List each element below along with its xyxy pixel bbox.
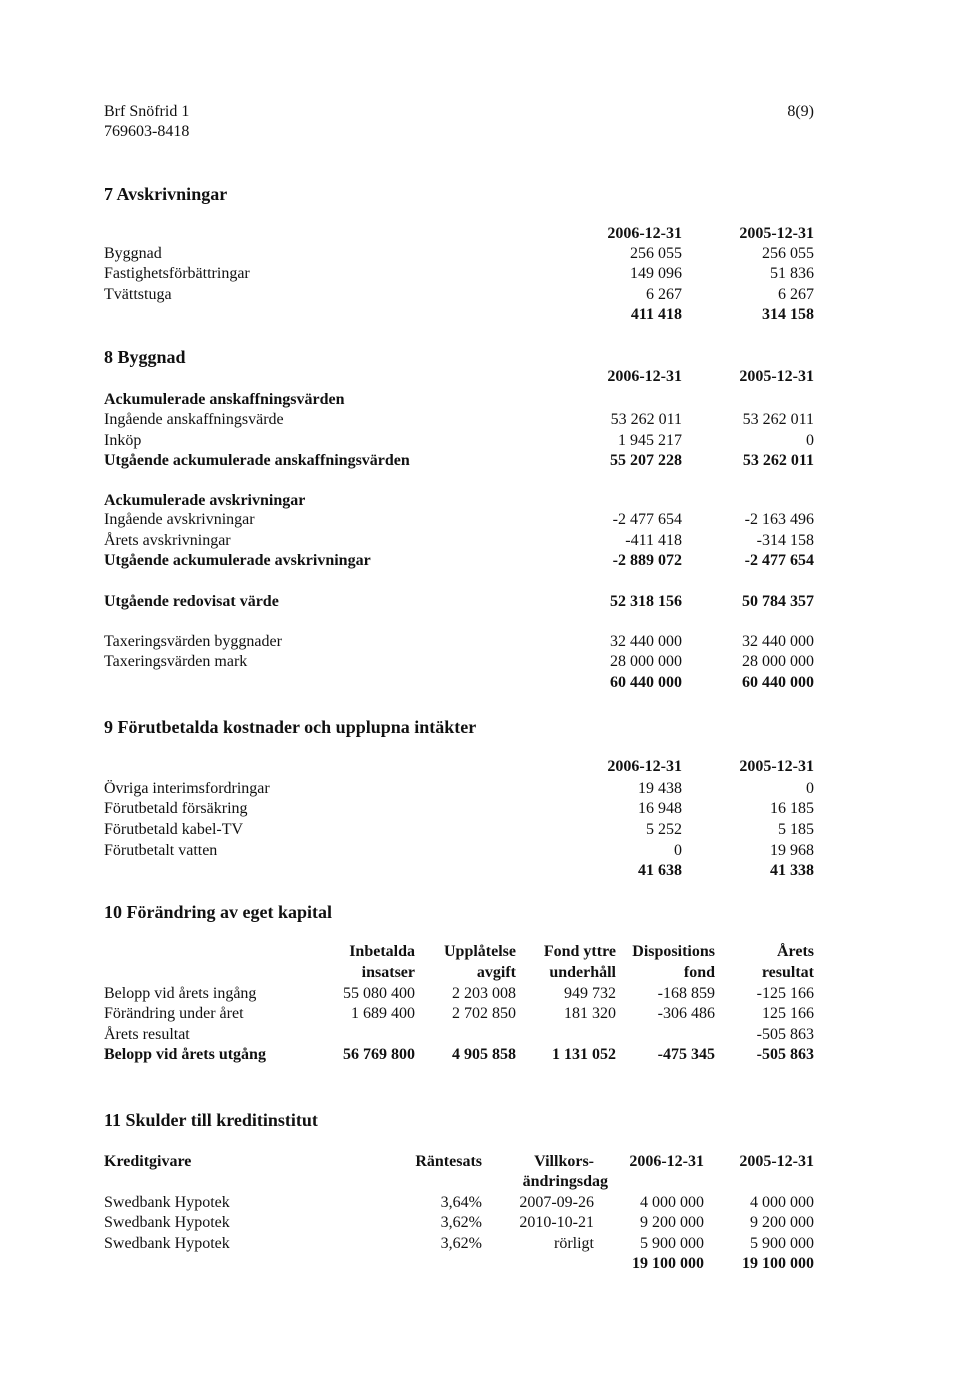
value-2005: 53 262 011 (742, 411, 814, 428)
note10-title: 10 Förändring av eget kapital (104, 902, 332, 922)
col-header-arets: Årets (776, 943, 814, 960)
row-label: Inköp (104, 432, 142, 449)
table-row (0, 264, 960, 284)
value-2006: 5 900 000 (640, 1235, 704, 1252)
cell-value: -505 863 (756, 1046, 814, 1063)
table-row (0, 820, 960, 840)
cell-value: 125 166 (762, 1005, 814, 1022)
value-2006: 53 262 011 (610, 411, 682, 428)
note10-header-row-2 (0, 963, 960, 983)
lender-name: Swedbank Hypotek (104, 1194, 230, 1211)
note11-header-row-2 (0, 1172, 960, 1192)
interest-rate: 3,62% (440, 1214, 482, 1231)
row-label: Utgående ackumulerade anskaffningsvärden (104, 452, 410, 469)
cell-value: 2 702 850 (452, 1005, 516, 1022)
row-label: Förutbetald kabel-TV (104, 821, 244, 838)
page-number: 8(9) (787, 103, 814, 120)
value-2005: 9 200 000 (750, 1214, 814, 1231)
cell-value: 2 203 008 (452, 985, 516, 1002)
total-2006: 19 100 000 (632, 1255, 704, 1272)
value-2006: 256 055 (630, 245, 682, 262)
table-row (0, 244, 960, 264)
row-label: Förändring under året (104, 1005, 244, 1022)
cell-value: 56 769 800 (343, 1046, 415, 1063)
table-row (0, 779, 960, 799)
col-header-2005: 2005-12-31 (739, 225, 814, 242)
total-2005: 53 262 011 (742, 452, 814, 469)
total-2005: 60 440 000 (742, 674, 814, 691)
col-header-2005: 2005-12-31 (739, 758, 814, 775)
col-header-insatser: insatser (361, 964, 415, 981)
total-2006: 60 440 000 (610, 674, 682, 691)
value-2005: 6 267 (778, 286, 814, 303)
value-2005: 16 185 (770, 800, 814, 817)
cell-value: -505 863 (756, 1026, 814, 1043)
org-number: 769603-8418 (104, 123, 190, 140)
value-2006: -411 418 (625, 532, 682, 549)
total-2005: 41 338 (770, 862, 814, 879)
row-label: Tvättstuga (104, 286, 172, 303)
value-2005: 32 440 000 (742, 633, 814, 650)
cell-value: 949 732 (564, 985, 616, 1002)
cell-value: 55 080 400 (343, 985, 415, 1002)
value-2005: 50 784 357 (742, 593, 814, 610)
book-value-row (0, 592, 960, 612)
note11-header-row-1 (0, 1152, 960, 1172)
acq-heading: Ackumulerade anskaffningsvärden (104, 391, 345, 408)
table-row (0, 431, 960, 451)
value-2006: 149 096 (630, 265, 682, 282)
value-2006: 6 267 (646, 286, 682, 303)
value-2006: 1 945 217 (618, 432, 682, 449)
value-2006: 52 318 156 (610, 593, 682, 610)
table-row (0, 1234, 960, 1254)
col-header-change-day: ändringsdag (522, 1173, 608, 1190)
change-date: 2007-09-26 (519, 1194, 594, 1211)
col-header-2006: 2006-12-31 (607, 225, 682, 242)
table-row (0, 1193, 960, 1213)
table-row (0, 799, 960, 819)
value-2006: 5 252 (646, 821, 682, 838)
table-row (0, 1213, 960, 1233)
table-row (0, 984, 960, 1004)
value-2006: 9 200 000 (640, 1214, 704, 1231)
value-2005: 28 000 000 (742, 653, 814, 670)
col-header-fond-yttre: Fond yttre (543, 943, 616, 960)
table-row (0, 1004, 960, 1024)
col-header-underhall: underhåll (549, 964, 616, 981)
table-row (0, 652, 960, 672)
interest-rate: 3,62% (440, 1235, 482, 1252)
total-2005: 314 158 (762, 306, 814, 323)
value-2005: 0 (806, 780, 814, 797)
value-2005: 4 000 000 (750, 1194, 814, 1211)
row-label: Ingående anskaffningsvärde (104, 411, 284, 428)
total-2006: 411 418 (630, 306, 682, 323)
change-date: rörligt (554, 1235, 594, 1252)
total-2005: 19 100 000 (742, 1255, 814, 1272)
change-date: 2010-10-21 (519, 1214, 594, 1231)
col-header-resultat: resultat (761, 964, 814, 981)
cell-value: 1 131 052 (552, 1046, 616, 1063)
value-2005: -2 163 496 (744, 511, 814, 528)
row-label: Förutbetalt vatten (104, 842, 218, 859)
value-2006: 32 440 000 (610, 633, 682, 650)
col-header-2005: 2005-12-31 (739, 1153, 814, 1170)
value-2006: 19 438 (638, 780, 682, 797)
total-2006: -2 889 072 (612, 552, 682, 569)
interest-rate: 3,64% (440, 1194, 482, 1211)
value-2005: 5 900 000 (750, 1235, 814, 1252)
total-row (0, 451, 960, 471)
col-header-dispositions: Dispositions (632, 943, 715, 960)
value-2006: 16 948 (638, 800, 682, 817)
total-row (0, 551, 960, 571)
value-2005: 19 968 (770, 842, 814, 859)
value-2006: 28 000 000 (610, 653, 682, 670)
col-header-upplatelse: Upplåtelse (444, 943, 516, 960)
value-2006: 0 (674, 842, 682, 859)
cell-value: -306 486 (657, 1005, 715, 1022)
total-row (0, 861, 960, 881)
lender-name: Swedbank Hypotek (104, 1214, 230, 1231)
note9-title: 9 Förutbetalda kostnader och upplupna intäkter (104, 717, 477, 737)
value-2005: 5 185 (778, 821, 814, 838)
table-row (0, 632, 960, 652)
dep-heading: Ackumulerade avskrivningar (104, 492, 306, 509)
row-label: Årets avskrivningar (104, 532, 231, 549)
note10-header-row-1 (0, 942, 960, 962)
company-name: Brf Snöfrid 1 (104, 103, 190, 120)
col-header-fond: fond (683, 964, 715, 981)
total-2005: -2 477 654 (744, 552, 814, 569)
value-2006: 4 000 000 (640, 1194, 704, 1211)
cell-value: 1 689 400 (351, 1005, 415, 1022)
cell-value: -125 166 (756, 985, 814, 1002)
note8-title: 8 Byggnad (104, 347, 186, 367)
col-header-change: Villkors- (534, 1153, 594, 1170)
note9-header-row (0, 757, 960, 777)
value-2005: 51 836 (770, 265, 814, 282)
note11-title: 11 Skulder till kreditinstitut (104, 1110, 318, 1130)
row-label: Förutbetald försäkring (104, 800, 248, 817)
cell-value: -475 345 (657, 1046, 715, 1063)
row-label: Ingående avskrivningar (104, 511, 255, 528)
note8-header-row (0, 367, 960, 387)
table-row (0, 510, 960, 530)
row-label: Utgående ackumulerade avskrivningar (104, 552, 371, 569)
row-label: Belopp vid årets utgång (104, 1046, 266, 1063)
row-label: Byggnad (104, 245, 162, 262)
total-row (0, 673, 960, 693)
row-label: Årets resultat (104, 1026, 190, 1043)
value-2005: 256 055 (762, 245, 814, 262)
section-heading (0, 390, 960, 410)
total-2006: 55 207 228 (610, 452, 682, 469)
cell-value: 181 320 (564, 1005, 616, 1022)
col-header-lender: Kreditgivare (104, 1153, 192, 1170)
value-2005: 0 (806, 432, 814, 449)
table-row (0, 1025, 960, 1045)
table-row (0, 841, 960, 861)
section-heading (0, 491, 960, 511)
row-label: Utgående redovisat värde (104, 593, 279, 610)
col-header-inbetalda: Inbetalda (349, 943, 415, 960)
col-header-2006: 2006-12-31 (607, 758, 682, 775)
total-row (0, 305, 960, 325)
note7-header-row (0, 224, 960, 244)
col-header-2006: 2006-12-31 (629, 1153, 704, 1170)
col-header-avgift: avgift (476, 964, 516, 981)
value-2005: -314 158 (756, 532, 814, 549)
col-header-rate: Räntesats (415, 1153, 482, 1170)
table-row (0, 285, 960, 305)
table-row (0, 410, 960, 430)
note7-title: 7 Avskrivningar (104, 184, 228, 204)
col-header-2005: 2005-12-31 (739, 368, 814, 385)
value-2006: -2 477 654 (612, 511, 682, 528)
row-label: Taxeringsvärden byggnader (104, 633, 282, 650)
total-row (0, 1045, 960, 1065)
total-2006: 41 638 (638, 862, 682, 879)
table-row (0, 531, 960, 551)
row-label: Taxeringsvärden mark (104, 653, 248, 670)
row-label: Belopp vid årets ingång (104, 985, 257, 1002)
cell-value: 4 905 858 (452, 1046, 516, 1063)
col-header-2006: 2006-12-31 (607, 368, 682, 385)
cell-value: -168 859 (657, 985, 715, 1002)
row-label: Övriga interimsfordringar (104, 780, 270, 797)
row-label: Fastighetsförbättringar (104, 265, 250, 282)
lender-name: Swedbank Hypotek (104, 1235, 230, 1252)
total-row (0, 1254, 960, 1274)
